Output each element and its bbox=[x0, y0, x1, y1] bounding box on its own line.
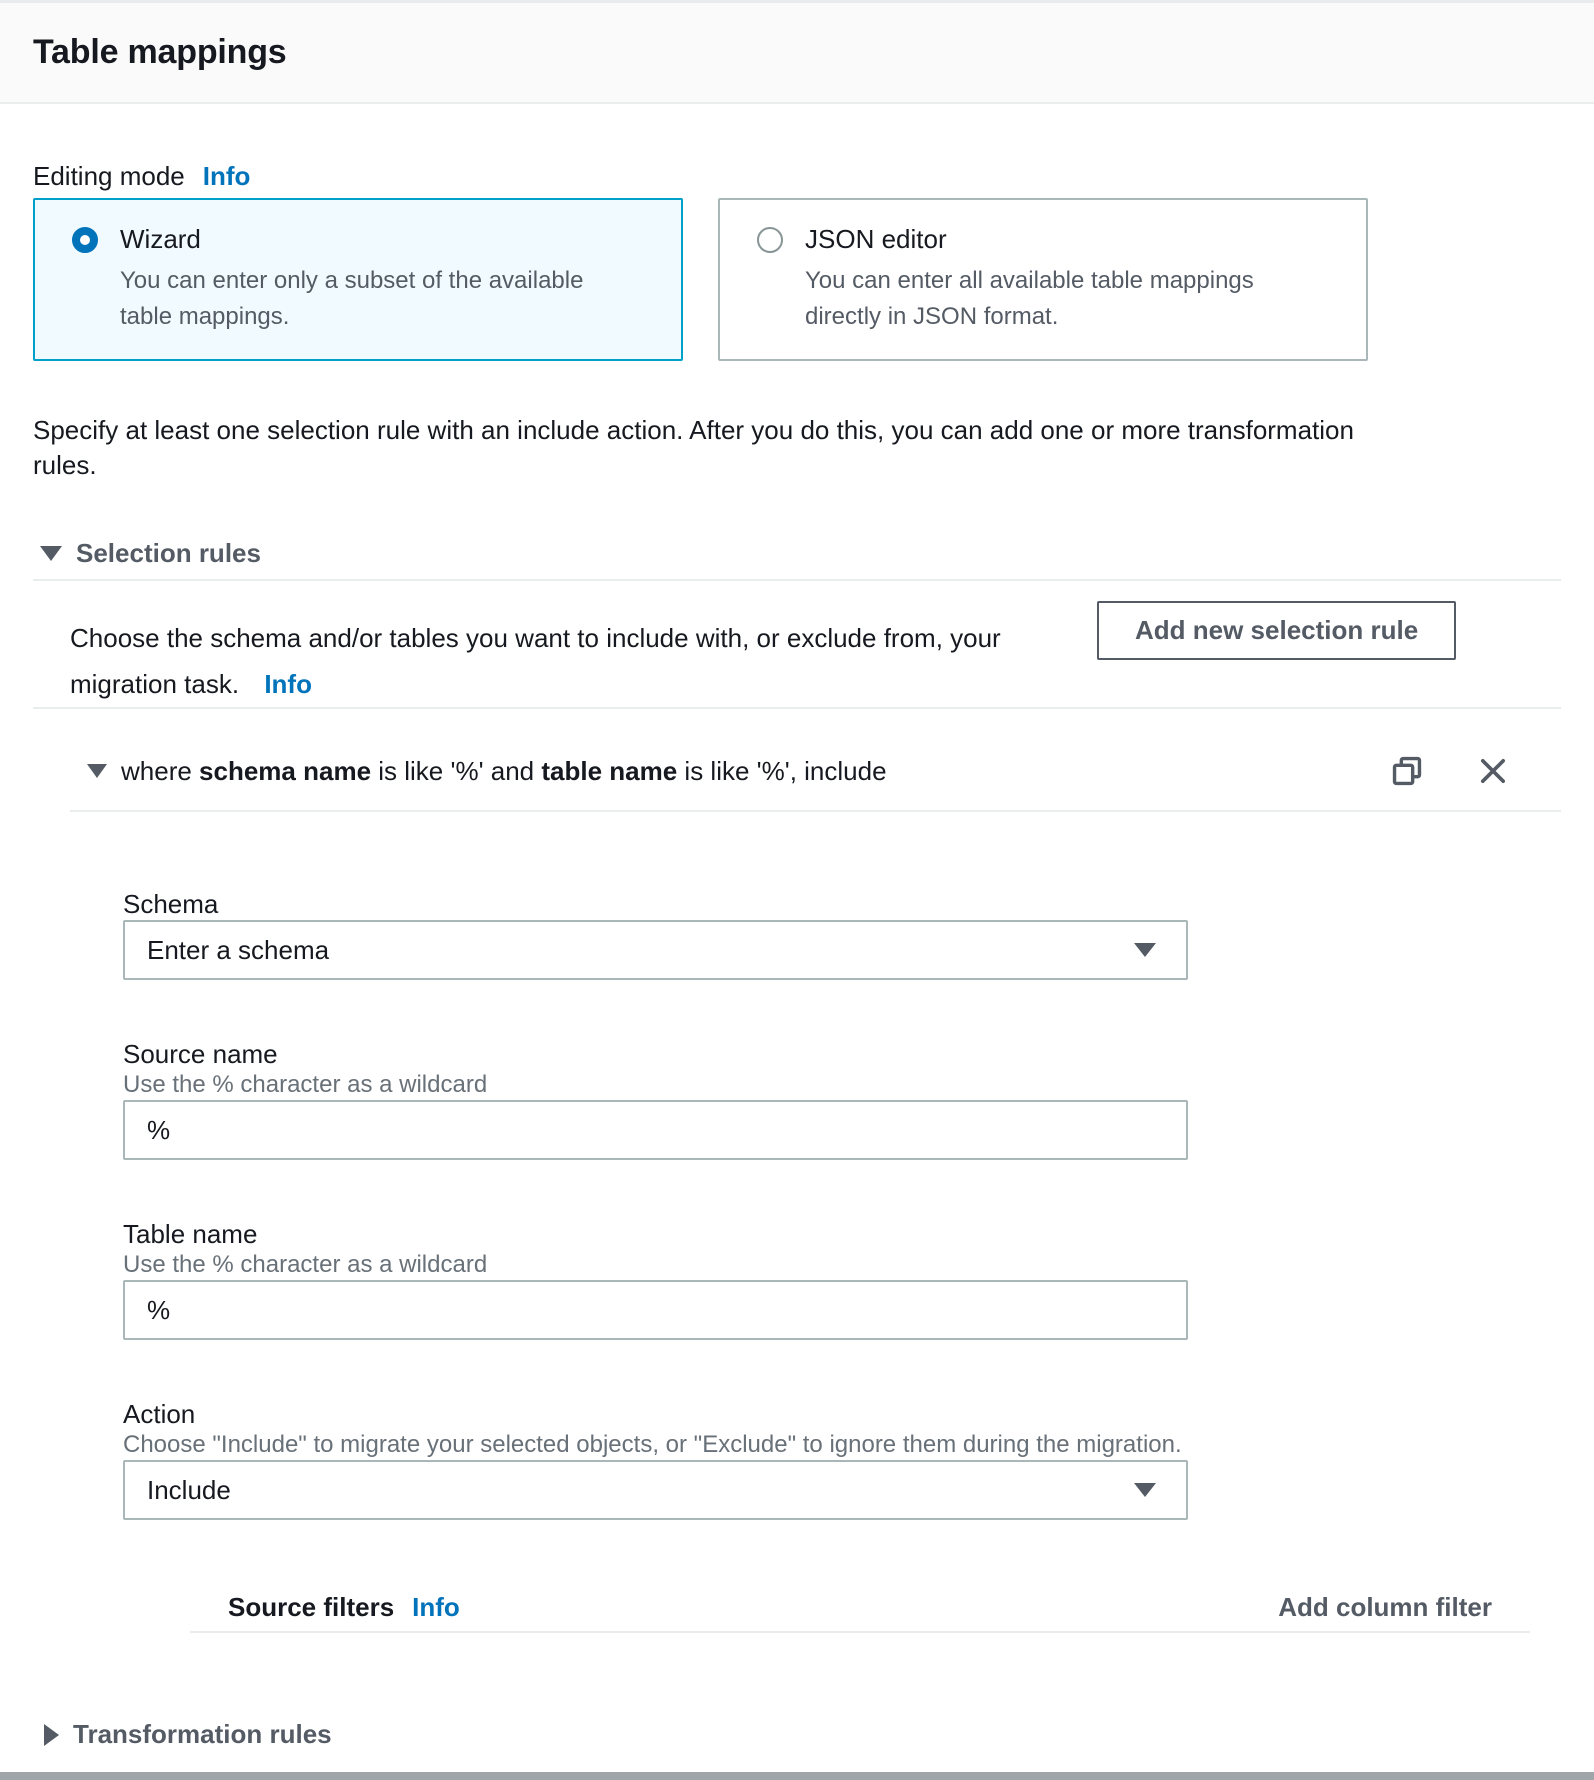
action-label: Action bbox=[123, 1399, 196, 1429]
caret-down-icon bbox=[87, 764, 107, 778]
table-name-input[interactable] bbox=[123, 1280, 1188, 1340]
duplicate-rule-button[interactable] bbox=[1390, 754, 1424, 788]
divider bbox=[190, 1631, 1530, 1633]
table-name-label: Table name bbox=[123, 1219, 258, 1249]
schema-field bbox=[123, 888, 1561, 980]
chevron-down-icon bbox=[1134, 1483, 1156, 1497]
json-editor-option-description: You can enter all available table mappings directly in JSON format. bbox=[805, 267, 1254, 330]
selection-rules-expander[interactable] bbox=[40, 538, 1561, 569]
add-new-selection-rule-button[interactable]: Add new selection rule bbox=[1097, 601, 1456, 660]
transformation-rules-heading: Transformation rules bbox=[73, 1719, 332, 1749]
add-column-filter-button[interactable]: Add column filter bbox=[1278, 1592, 1492, 1622]
editing-mode-label: Editing mode bbox=[33, 161, 185, 191]
json-editor-option-label: JSON editor bbox=[805, 224, 947, 254]
selection-rules-info-link[interactable]: Info bbox=[264, 669, 312, 699]
radio-unselected-icon[interactable] bbox=[757, 227, 783, 253]
selection-rule-fields bbox=[123, 888, 1561, 1633]
summary-part-bold: table name bbox=[541, 755, 678, 786]
action-helper: Choose "Include" to migrate your selected objects, or "Exclude" to ignore them during the migration. bbox=[123, 1431, 1182, 1458]
chevron-down-icon bbox=[1134, 943, 1156, 957]
source-filters-heading-group bbox=[228, 1592, 460, 1623]
close-icon bbox=[1476, 754, 1510, 788]
panel-content bbox=[0, 160, 1594, 1750]
source-name-input[interactable] bbox=[123, 1100, 1188, 1160]
summary-part: where bbox=[121, 755, 200, 786]
selection-rule-header bbox=[33, 709, 1561, 810]
caret-down-icon bbox=[40, 546, 62, 561]
caret-right-icon bbox=[44, 1724, 59, 1746]
schema-select[interactable] bbox=[123, 920, 1188, 980]
radio-selected-icon[interactable] bbox=[72, 227, 98, 253]
page-title: Table mappings bbox=[33, 33, 287, 71]
bottom-panel-edge bbox=[0, 1772, 1594, 1780]
editing-mode-option-wizard[interactable] bbox=[33, 198, 683, 361]
source-name-helper: Use the % character as a wildcard bbox=[123, 1071, 488, 1098]
action-select[interactable] bbox=[123, 1460, 1188, 1520]
selection-rule-summary bbox=[121, 756, 887, 787]
json-editor-radio-row bbox=[757, 224, 1338, 255]
wizard-option-description: You can enter only a subset of the available table mappings. bbox=[120, 267, 584, 330]
source-filters-row bbox=[123, 1592, 1561, 1623]
selection-rules-heading: Selection rules bbox=[76, 538, 261, 568]
wizard-option-label: Wizard bbox=[120, 224, 201, 254]
summary-part-bold: schema name bbox=[199, 755, 372, 786]
source-filters-info-link[interactable]: Info bbox=[412, 1592, 460, 1622]
action-select-value: Include bbox=[147, 1474, 231, 1505]
source-name-field bbox=[123, 1038, 1561, 1160]
source-name-label: Source name bbox=[123, 1039, 278, 1069]
action-field bbox=[123, 1398, 1561, 1520]
table-name-field bbox=[123, 1218, 1561, 1340]
selection-rule-expander[interactable] bbox=[87, 756, 887, 787]
editing-mode-row bbox=[33, 160, 1561, 192]
schema-select-value: Enter a schema bbox=[147, 934, 330, 965]
schema-label: Schema bbox=[123, 889, 219, 919]
editing-mode-info-link[interactable]: Info bbox=[202, 161, 251, 191]
selection-rule-actions bbox=[1390, 754, 1510, 788]
copy-icon bbox=[1390, 754, 1424, 788]
divider bbox=[33, 579, 1561, 581]
summary-part: is like '%', include bbox=[677, 755, 887, 786]
editing-mode-options bbox=[33, 198, 1561, 361]
summary-part: is like '%' and bbox=[371, 755, 542, 786]
table-name-helper: Use the % character as a wildcard bbox=[123, 1251, 488, 1278]
source-filters-label: Source filters bbox=[228, 1592, 395, 1622]
selection-rules-description-text: Choose the schema and/or tables you want to include with, or exclude from, your migration task. bbox=[70, 623, 1001, 699]
transformation-rules-expander[interactable] bbox=[44, 1719, 1561, 1750]
panel-header bbox=[0, 3, 1594, 104]
editing-mode-option-json-editor[interactable] bbox=[718, 198, 1368, 361]
remove-rule-button[interactable] bbox=[1476, 754, 1510, 788]
intro-text: Specify at least one selection rule with an include action. After you do this, you can add one or more transformation rules. bbox=[33, 415, 1354, 480]
selection-rules-description bbox=[70, 601, 1055, 707]
selection-rules-description-row bbox=[33, 601, 1561, 707]
wizard-radio-row bbox=[72, 224, 653, 255]
divider bbox=[70, 810, 1561, 812]
